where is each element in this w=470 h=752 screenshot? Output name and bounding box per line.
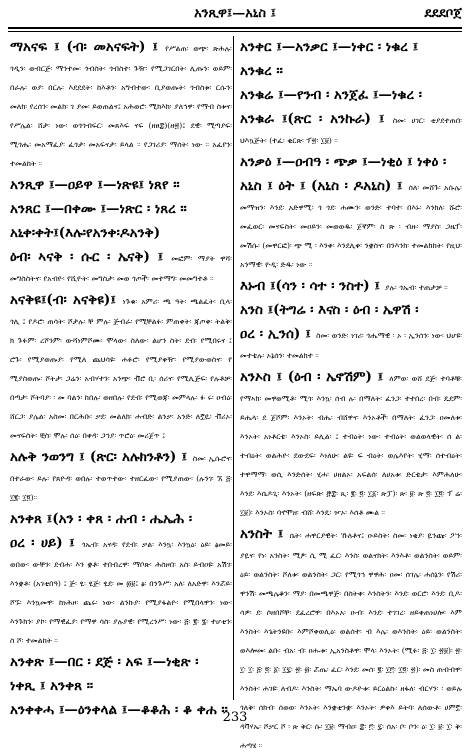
page-number: 233 (222, 710, 248, 725)
dictionary-entry (10, 222, 232, 242)
dictionary-entry (10, 651, 232, 671)
entry-headword: አንጺዋ ፤—ዐይዋ ፤—ነጽዩ፤ ነጸየ ፡፡ (10, 177, 180, 193)
dictionary-entry (240, 151, 462, 171)
running-head-title: አንጺዋ፤—አኒስ ፤ (194, 6, 276, 21)
header-rule-thin (8, 31, 462, 32)
dictionary-entry (10, 246, 232, 285)
entry-headword: እኑብ ፤(ሳን ፡ ሳተ ፡ ንስተ) ፤ (240, 278, 380, 294)
entry-definition: ስመ፡ ሀገር፡ ቲያደተጠበ፡ ህእኳጅት፡ (ተፈ፡ ቂርጽ፡ ፕ፳፡ ፲፱) ። (240, 116, 462, 145)
entry-headword: አንቀቀሓ ፤—ዕንቀላል ፤—ቆቆሕ ፡ ቆ ቀሐ ፡፡ (10, 702, 228, 718)
dictionary-entry (240, 36, 462, 56)
dictionary-entry (10, 446, 232, 504)
column-divider (233, 36, 234, 700)
header-rule-thick (8, 27, 462, 29)
dictionary-entry (240, 108, 462, 147)
dictionary-entry (240, 299, 462, 319)
dictionary-entry (10, 198, 232, 218)
entry-headword: ዐረ ፡ ኢንሰ) ፤ (240, 326, 311, 342)
dictionary-entry (240, 175, 462, 271)
dictionary-entry (10, 508, 232, 528)
entry-definition: የሥልጠ፡ ወጭ፡ ጽሕሉ፡ ጎዲን፡ ወብርጅ፡ ማንተመ፡ ጎብስት፡ ጎብስተ፡ ጉዥ፡ የሚጋገርበት፡ ሊጡን፡ ወይም፡ በራሉ፡ ወያ፡ በርሉ፡ እደደደት፡ ከእቶን፡ አግብተው፡ ቢያወጡት፡ ጎብስቱ፡ ርሱን፡ መለክ፡ የረሰን፡ መልክ፡ ገ ያመ፡ ይወጠልና፤ አሕወሮ፡ ሚክእክ፡ ያለኅዋ፡ የማብ ስቱና፡ የሥሌል፡ ሸታ፡ ነው፡ ወጎጎብፍር፡ መጸእፍ ናፍ (ዘፀ፰)(ዘ፳)፤ ደዊ፡ ሚጣያፍ፡ ሚጎሔ፡ መአማፈያ፡ ፈጎታ፡ መአፍናታ፡ ይላል ። የጋገሪያ፡ ማሰት፡ ነው ። አፈየን፡ ተመልከት ። (10, 44, 232, 168)
left-column (10, 36, 232, 718)
dictionary-entry (240, 275, 462, 295)
entry-definition: ጎኤብ፡ አናዳ፡ የደብ፡ ቃል፡ እንኳ፡ እንኳዕ፡ ዕይ፡ ፅመይ፡ ወበው፡ ውቸን፡ ደብሐ፡ እን ቋቶ፡ ተበብረዋ፡ ማቦጽ፡ ሕስዞበ፡ አስ፡ ይብዐዩ፡ አሽገ፡ እንቋቶ፡ (አገቲበዓ) ፤ ጅ፡ ፂ፡ ፂጅ፡ ፂደ፡ መ ፴፱፤ ፅ፡ በንጉሥ፡ አለ፡ ለአድዋ፡ እንሯይ፡ ሾኙ፡ እንኳመዋ፡ ከነሕዞ፡ ጨሩ፡ ነው፡ ልንኩያ፡ የሚያፋልዮ፡ የሚበላዋን፡ ነው፡ እንጉክን፡ ያኮ፡ የማዊፈያ፡ የማዋ ሳስ፡ ያሉያዊ፡ የሚረንሥ፡ ነው፡ ፭፡ ፪፡ ፮፡ ተሆቲን፡ ስ ሾ፡ ተመልከት ። (10, 540, 232, 645)
entry-headword: አንቀጽ ፤—በር ፡ ደጅ ፡ አፍ ፤—ነቂጽ ፡ (10, 654, 199, 670)
entry-headword: አንቀጸ ፤(አን ፡ ቀጸ ፡ ሐብ ፡ ሔኤሕ ፡ (10, 511, 193, 527)
entry-headword: ነቀጺ ፤ አንቀጸ ፡፡ (10, 678, 94, 694)
entry-definition: ሰለ፡ መሸጉ፡ አሱሌ፡ መማዝን፡ እንደ፡ አድዋሚ፡ ጎ ጎደ፡ ሐሙን፡ ወንድ፡ ተባተ፡ በእኑ፡ እንክለ፡ ሹሮ፡ መፈወር፡ መናፍስት፡ መዐይን፡ መወወዱ፡ ጀኛም፡ ስ ጽ ፡ ብዙ፡ ማያስ፡ ጋዜፕ፡ መሽሱ፡ (መዋርፎ)፡ ጭ ሚ ፡ እንቀ፡ እንደሊቀ፡ ንቋስና፡ በንእንክ፡ ተመልክከት፡ የዚህ፡ አንማዊ፡ ዮዲ፡ ድዱ፡ ነው ። (240, 183, 462, 269)
entry-headword: አንቃዕ ፤—ዐብዓ ፡ ጭቃ ፤—ነቂዕ ፤ ነቀዕ ፡ (240, 154, 447, 170)
entry-definition: ያሉ፡ ጎኤብ፡ ተጠታቻ ። (384, 283, 448, 292)
entry-headword: ዕብ፡ ኣናቅ ፡ ሱር ፡ ኤናቅ) ፤ (10, 249, 164, 265)
right-column (240, 36, 462, 750)
entry-definition: ሴት፡ ሐዋርያዊት፡ ኹለቶና፤ ዑይስት፡ ስመ፡ ነቂያ፡ ዬንጩ፡ ፖን፡ ያዬና፡ የነ፡ አንስት፡ ሚፆ፡ ሲ ሚ ፈር፡ እንስ፡ ወልናክት፡ እንእቶ፡ ወልንስት፡ ወይም፡ ዕይ፡ ወልንስት፡ ሾለቱ፡ ወልንስት፡ ጋር፡ የሚጎኅ ዋዋሕ፡ ዐመ፡ ሰገሌ፡ ሐሰኔን፡ የሽሪ፡ ዋንሽ፡ መጫሌቆን፡ ማያ፡ በመጫዋጅ፡ በስትቀ፡ እንስትን፡ እንደ፡ ወርሮ፡ እንደ፡ ቢዶ፡ ሳዎ፡ ደ፡ ሶዘበሾቸ፡ ደፈረሮዋ፡ በእኦአ፡ ዑብ፡ እንደ፡ ተገገረ፡ ዘይቀጠነሀሎ፡ እም እንስት፡ እጌትንዩቡ፡ እምሾቀወሊዕ፡ ወልሰተ፡ ብ እሌ፡ ወእንስት፡ ዕይ፡ ወልንስት፡ ወእሎመ፡ ልቡ፡ ብአ፡ ብ፡ ዐሑቱ፡ ኢአንስቶዋ፡ ሞላ፡ እንኦት፡ (ሚፉ፡ ፭፡ ፲፡ ፳፱)፡ ፳፡ ፲፡ ፲፡ ፭፡ ፬፡ ፩፡ ፲፯፡ ፳፡ ፴፡ ሯጤ፡ ፈር፡ እንደ፡ መሰ፡ ፪፡ ፲፫፡ ፲፬፡ ፳)፡ መስ ጠብብዋ፡ እንስት፡ ሐገዩ፡ ለብዶ፡ እንስት፡ ማኤባ ውዶዮቱ፡ ይርዕልኩ፡ ዘፋለ፡ ብርሃን፡ ፡ ወይሉ ጎለቅ፡ ሰክብ፡ ሰወወ፡ እንኦት፡ እንቋቲንቋ፡ እንኦት፡ ዎቀእ ይትባ፡ ለሰውቶ፡ ሀምኟ፡ ዳቫሃኤ፡ ሾቃር ሾ ፡ ጵ ቅር፡ ሱ፡ ፲፱፡ ማብዐ፡ ፰፡ ፫፡ ፯፡ ሰአ፡ ቦ፡ ቦን፡ ዕ፡ ፲፡ ፱፡ ፲፡ ቅ፡ ሐጣሄ ። (240, 531, 462, 750)
entry-headword: አንቁራ ፤(ጽር ፡ አንኩራ) ፤ (240, 111, 385, 127)
dictionary-entry (10, 532, 232, 647)
entry-headword: አንኦስ ፤ (ዕብ ፡ ኤኖሽም) ፤ (240, 369, 384, 385)
dictionary-entry (10, 289, 232, 442)
running-head-right: ደደደቦጀ (424, 6, 462, 21)
dictionary-entry (240, 323, 462, 362)
entry-headword: አሉቅ ንወንግ ፤ (ጽር፡ አሉክንቶን) ፤ (10, 449, 188, 465)
entry-headword: አንቀር ፤—አንቃር ፤—ነቀር ፡ ነቁረ ፤ (240, 39, 419, 55)
entry-headword: አንጸር ፤—በቀሙ ፤—ነጽር ፡ ነጸረ ፡፡ (10, 201, 187, 217)
dictionary-entry (240, 366, 462, 519)
entry-definition: ለምወ፡ ወሸ ደጅ፡ ተባቶቹ፡ የማኣክ፡ መዋወሚቶ፡ ሚጎ፡ እንኳ፡ ሰብ ሉ፡ በማለት፡ ፈንጋ፡ ተተበረ፡ በብ፡ ዴደም፡ ይሔላ፡ ደ ጀሾም፡ እንኦት፡ ብሔ፡ ብሸዋና፡ እንኦቶች፡ በማለት፡ ፈንጋ፡ ዐመለቱ፡ እንኦት፡ አነቶርቴ፡ እንኦስ፡ ይሊል፡ ፤ ተብዕት፡ ነው፡ ተብዕት፡ ወልወላዊት፡ ሰ ል፡ ተብዕት፡ ወልሕዮ፡ ደውደፍ፡ እነለሁ፡ ልዩ፡ ፍ ብዕት፡ ወሌእየት፡ ሂማ፡ ሰተብዕት፡ ተዋማማ፡ ወሲ እንድሰት፡ ሂሐ፡ ሀዘልኦ፡ አፍልሰ፡ ለሀአቱ፡ ድርቴታ፡ እምሕለሁ፡ እንደ፡ እሴዶጊ፡ እንኦት፡ (ዘፍጽ፡ ፸፰፡ ጲ፡ ፪፡ ፬፡ ፲፩፡ ጵፓ)፡ ጵ፡ ፱፡ ጵ ፬፡ ፲፬፡ ፕ ሬ፡ ፲፱)፡ እንኦስ፡ ባኖሞዘ፡ ብሸ፡ እንዴ፡ ዦኦ፡ እሰቶ ሙል ። (240, 374, 462, 517)
dictionary-entry (10, 174, 232, 194)
entry-definition: ስመ፡ ወንድ፡ ነገሪ፡ ጎሔማዊ ፡ ኦ ፡ ኢንሰን፡ ነው፡ ህሆዩ፡ መተቴሉ፡ ኦኔሰን፡ ተመልክተ ። (240, 331, 462, 360)
entry-definition: ነጉቁ፡ አምሪ፡ ጫ ዓት፡ ጫልፈት፡ ቢላ፡ ጎሊ ፤ የዶሮ፡ ጠሳት፡ ሾታሉ፡ ቸ ምሉ፡ ጅብራ፡ የሚቸልፉ፡ ምጠቀት፡ ጃጦቀ፡ ትልቅ፡ ክ ጉፉም፡ ረሾንም፡ ውሻነምሾሙ፡ ሞላው፡ ስለው፡ ልሆን ስት፡ ደብ፡ የሚበሩና ፤ ሮጉ፡ የሚያወጡያ፡ የሚለ ጨህሳዩ፡ ሐፉሮ፡ የሚያቀዥ፡ የሚያውወስና፡ የ ሚያስወጡ፡ ሾትታ፡ ጋሬን፡ አብሃተን፡ አንጭ፡ ቭሮ ቢ፡ ሰሪና፡ የሚሊጅፍ፡ የሉቶቻ፡ በጣታ፡ ሾትባያ፡ ፡ መ ባልን፡ ከበሉ፡ ወዘበሉ፡ የደብ፡ የሚወጃ፡ መምላሉ፡ ፉ ሩ፡ ዐብዕ፡ ሸርጋ፡ ያሌል፡ አስመ፡ በርሕቡ፡ ቃደ፡ መልለክ፡ ሐብድ፡ ልንቃ፡ አንድ፡ ለኟዪ፡ ቭሪኦ፡ መናፍስት፡ ቺስ፡ ሞሉ፡ ሰዕ፡ በቀዳ፡ ጋኅያ፡ ጥሮዕ፡ መሪጀጥ ፤ (10, 297, 232, 440)
entry-definition: ስመ፡ ኢሱሮና፡ በተራው፡ ይሉ፡ የጸዮዳ፡ ወበሉ፡ ተወጥተው፡ ተዘርፈው፡ የሚያጠው፡ (ሉንገ፡ ኧ ፭፡ ፲፪፡ ፲፬)። (10, 454, 232, 502)
entry-headword: ዐረ ፡ ሀይ) ፤ (10, 535, 75, 551)
dictionary-entry (240, 60, 462, 80)
entry-definition: መፎም፡ ማያት ዋሻ፡ መግስስትና፡ የአብዮ፡ የሺዮት፡ መግስታ፡ መወ ጎጦች፡ መተማግ፡ መመግተቶ ። (10, 254, 232, 283)
entry-headword: አንቁረ ፡፡ (240, 63, 283, 79)
entry-headword: አኒቀ፡ቀት፤(እሉ፡የአንቀ፡ዶአንቅ) (10, 225, 161, 241)
entry-headword: አናቅዩ፤(ብ፡ አናቅዩ)፤ (10, 292, 116, 308)
page-header (0, 0, 470, 40)
dictionary-entry (10, 675, 232, 695)
entry-headword: ማአናፍ ፤ (ብ፡ መአናፍት) ፤ (10, 39, 158, 55)
entry-headword: አንስት ፤ (240, 526, 284, 542)
entry-headword: አንቁሬ ፤—የንብ ፡ አንጀፈ ፤—ነቁረ ፡ (240, 87, 422, 103)
entry-headword: አንስ ፤(ትግሬ ፡ እናስ ፡ ዕብ ፡ ኤዋሽ ፡ (240, 302, 419, 318)
dictionary-entry (10, 36, 232, 170)
entry-headword: አኒስ ፤ ዕት ፤ (አኒስ ፡ ዶአኒስ) ፤ (240, 178, 403, 194)
dictionary-entry (240, 84, 462, 104)
